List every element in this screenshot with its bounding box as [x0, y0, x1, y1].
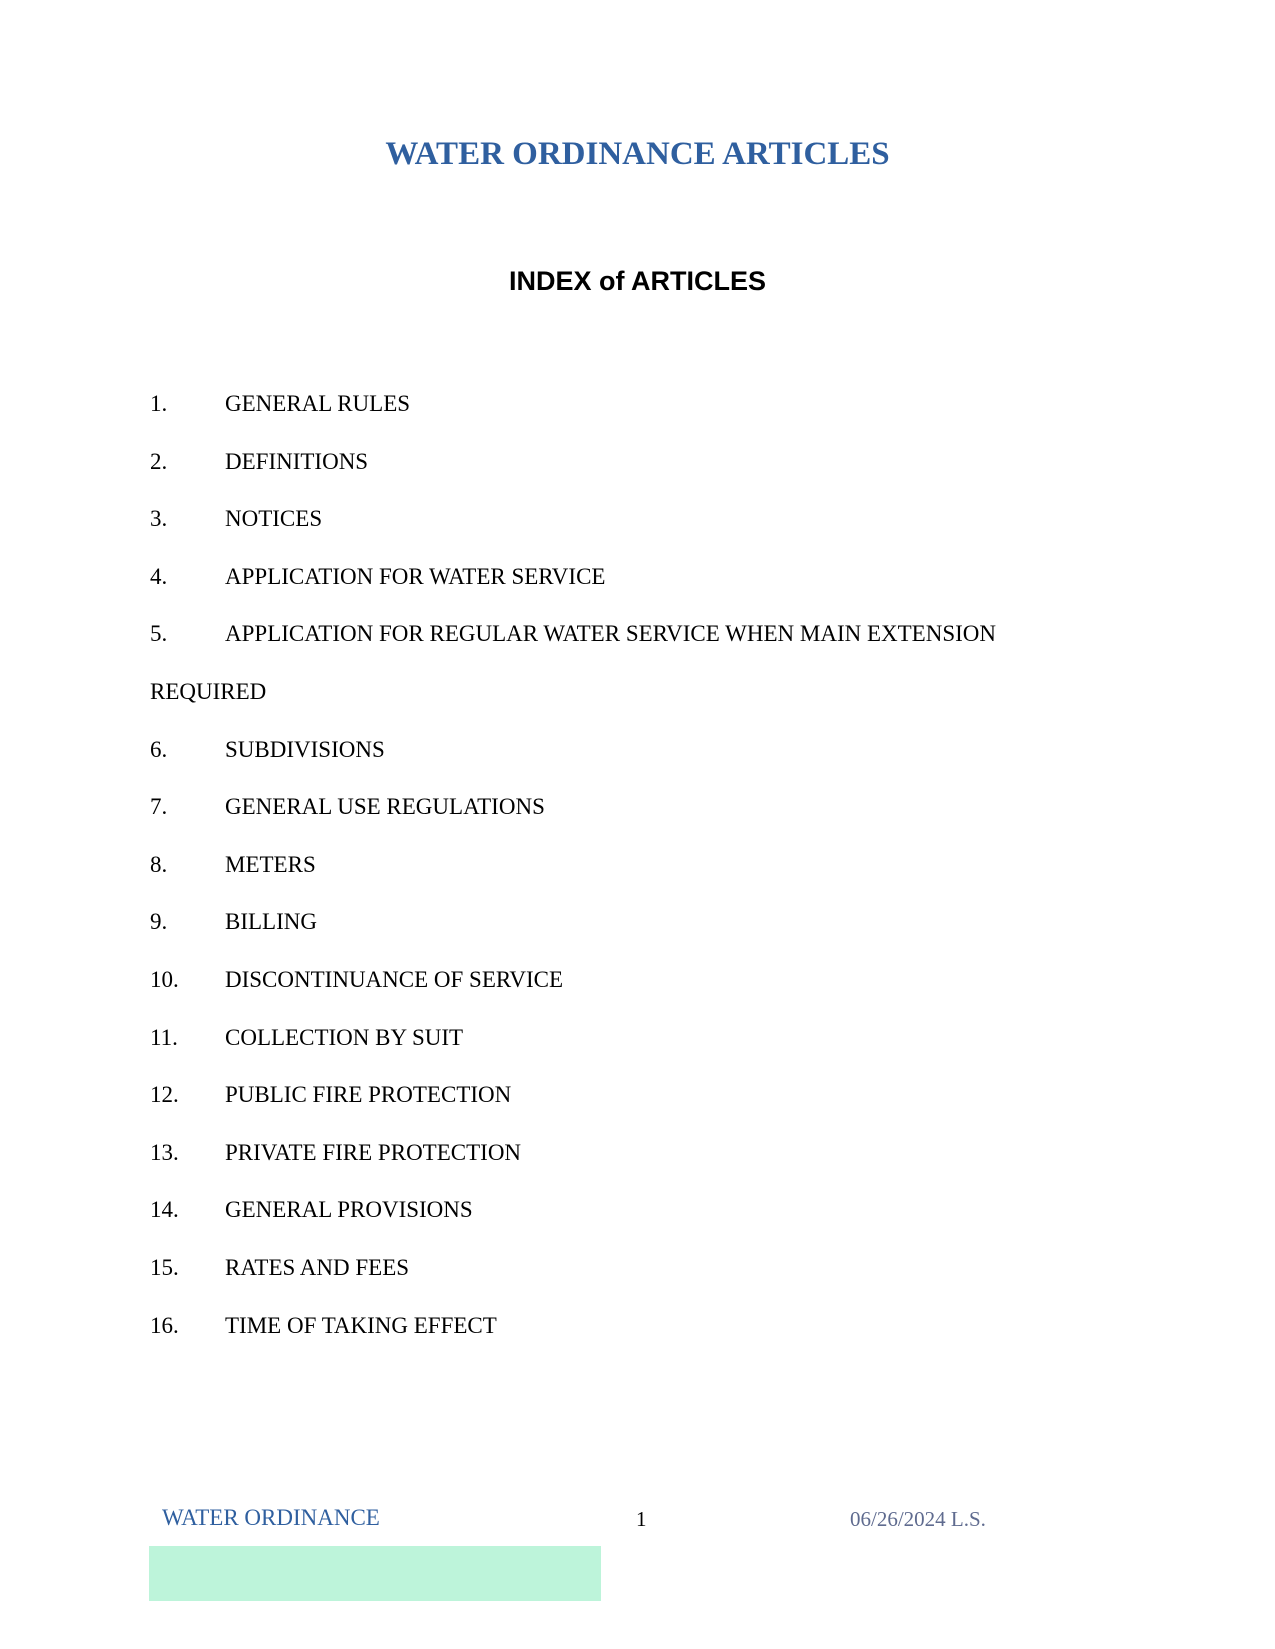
article-title: METERS: [225, 851, 316, 877]
article-title: SUBDIVISIONS: [225, 736, 385, 762]
footer-document-name: WATER ORDINANCE: [162, 1505, 380, 1530]
articles-list: [150, 386, 1150, 1365]
article-number: 7.: [150, 794, 168, 820]
article-title: APPLICATION FOR WATER SERVICE: [225, 563, 606, 589]
list-item: [150, 732, 1150, 790]
list-item: [150, 789, 1150, 847]
list-item: [150, 1077, 1150, 1135]
list-item: [150, 559, 1150, 617]
list-item: [150, 847, 1150, 905]
list-item: [150, 1135, 1150, 1193]
article-number: 12.: [150, 1082, 179, 1108]
footer-highlight-block: [149, 1546, 601, 1601]
article-number: 15.: [150, 1254, 179, 1280]
footer-date: 06/26/2024 L.S.: [850, 1507, 986, 1531]
article-title: NOTICES: [225, 506, 323, 532]
footer-page-number: 1: [636, 1507, 647, 1531]
article-number: 9.: [150, 909, 168, 935]
article-title: APPLICATION FOR REGULAR WATER SERVICE WHEN MAIN EXTENSION: [225, 621, 997, 647]
article-title: GENERAL RULES: [225, 391, 411, 416]
list-item: [150, 962, 1150, 1020]
list-item: [150, 1192, 1150, 1250]
article-number: 16.: [150, 1312, 179, 1338]
list-item: [150, 616, 1150, 731]
article-number: 3.: [150, 506, 168, 532]
list-item: [150, 1020, 1150, 1078]
article-title: TIME OF TAKING EFFECT: [225, 1312, 497, 1338]
article-number: 14.: [150, 1197, 179, 1223]
article-title: RATES AND FEES: [225, 1254, 410, 1280]
index-subtitle: INDEX of ARTICLES: [508, 266, 766, 296]
article-number: 11.: [150, 1024, 178, 1050]
article-title: PUBLIC FIRE PROTECTION: [225, 1082, 512, 1108]
article-number: 8.: [150, 851, 168, 877]
article-number: 5.: [150, 621, 168, 647]
article-title: GENERAL USE REGULATIONS: [225, 794, 545, 820]
article-number: 4.: [150, 563, 168, 589]
article-title: DISCONTINUANCE OF SERVICE: [225, 966, 564, 992]
list-item: [150, 444, 1150, 502]
list-item: [150, 904, 1150, 962]
article-title: COLLECTION BY SUIT: [225, 1024, 464, 1050]
article-number: 2.: [150, 448, 168, 474]
article-number: 6.: [150, 736, 168, 762]
article-title: DEFINITIONS: [225, 448, 369, 474]
list-item: [150, 386, 1150, 444]
article-number: 13.: [150, 1139, 179, 1165]
article-number: 10.: [150, 966, 179, 992]
list-item: [150, 1250, 1150, 1308]
list-item: [150, 501, 1150, 559]
document-title: WATER ORDINANCE ARTICLES: [385, 136, 890, 172]
article-title: GENERAL PROVISIONS: [225, 1197, 473, 1223]
article-title-continued: REQUIRED: [150, 678, 267, 704]
article-title: BILLING: [225, 909, 317, 935]
list-item: [150, 1308, 1150, 1366]
article-title: PRIVATE FIRE PROTECTION: [225, 1139, 522, 1165]
article-number: 1.: [150, 391, 168, 416]
